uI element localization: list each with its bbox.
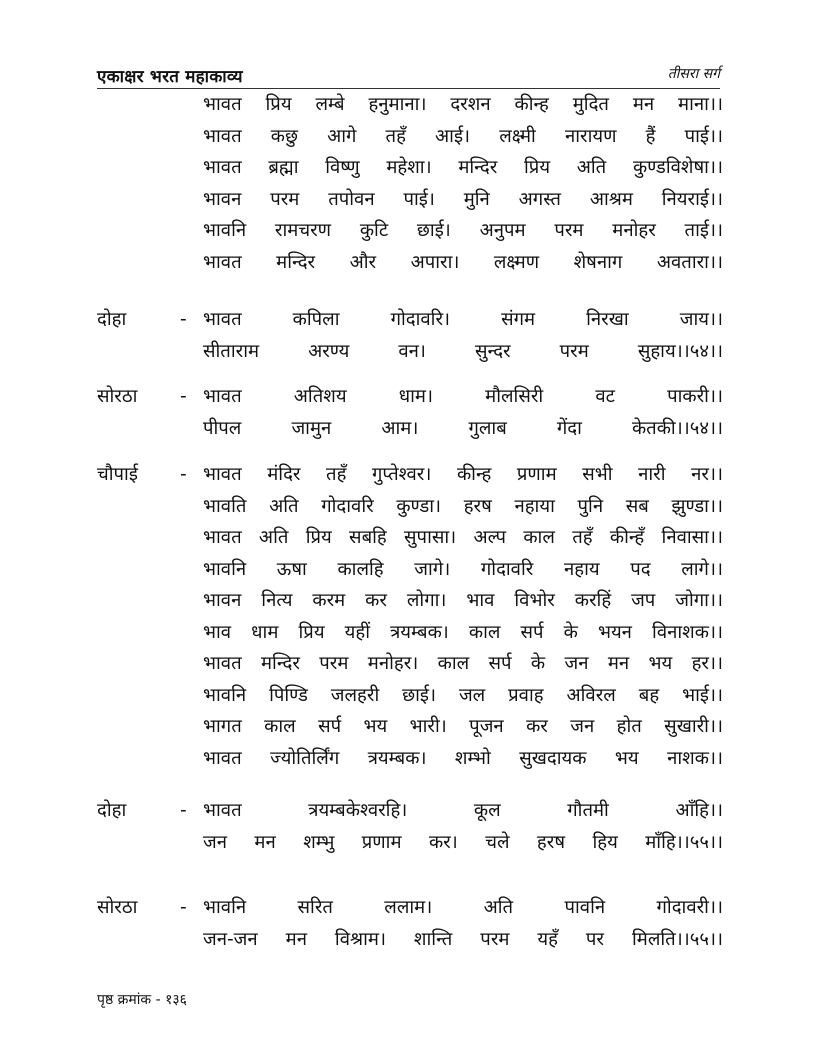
verse-line: भावत मन्दिर और अपारा। लक्ष्मण शेषनाग अवतारा।। <box>203 251 723 273</box>
stanza-dash: - <box>180 464 187 485</box>
verse-line: भावत मंदिर तहँ गुप्तेश्वर। कीन्ह प्रणाम सभी नारी नर।। <box>203 464 723 485</box>
stanza-dash: - <box>180 386 187 407</box>
verse-line: जन मन शम्भु प्रणाम कर। चले हरष हिय माँहि।।५५।। <box>203 831 723 853</box>
header-divider <box>97 88 720 89</box>
stanza-dash: - <box>180 897 187 918</box>
verse-line: भावत कछु आगे तहँ आई। लक्ष्मी नारायण हैं पाई।। <box>203 125 723 147</box>
verse-line: भावन परम तपोवन पाई। मुनि अगस्त आश्रम नियराई।। <box>203 188 723 210</box>
verse-line: भागत काल सर्प भय भारी। पूजन कर जन होत सुखारी।। <box>203 716 723 737</box>
stanza-dash: - <box>180 309 187 330</box>
verse-line: भावत अतिशय धाम। मौलसिरी वट पाकरी।। <box>203 386 723 407</box>
verse-line: भावत प्रिय लम्बे हनुमाना। दरशन कीन्ह मुदित मन माना।। <box>203 94 723 115</box>
verse-line: भावनि सरित ललाम। अति पावनि गोदावरी।। <box>203 897 723 918</box>
verse-line: भावत त्रयम्बकेश्वरहि। कूल गौतमी आँहि।। <box>203 800 723 821</box>
stanza-label: दोहा <box>97 309 127 330</box>
verse-line: भावन नित्य करम कर लोगा। भाव विभोर करहिं जप जोगा।। <box>203 590 723 611</box>
page-number: पृष्ठ क्रमांक - १३६ <box>97 992 187 1008</box>
verse-line: भावत ज्योतिर्लिंग त्रयम्बक। शम्भो सुखदायक भय नाशक।। <box>203 747 723 769</box>
verse-line: पीपल जामुन आम। गुलाब गेंदा केतकी।।५४।। <box>203 417 723 439</box>
verse-line: भावत अति प्रिय सबहि सुपासा। अल्प काल तहँ कीन्हँ निवासा।। <box>203 527 723 548</box>
stanza-label: सोरठा <box>97 386 138 407</box>
verse-line: भावत ब्रह्मा विष्णु महेशा। मन्दिर प्रिय अति कुण्डविशेषा।। <box>203 157 723 178</box>
chapter-title: तीसरा सर्ग <box>667 66 720 82</box>
book-title: एकाक्षर भरत महाकाव्य <box>97 67 243 87</box>
verse-line: भावनि पिण्डि जलहरी छाई। जल प्रवाह अविरल बह भाई।। <box>203 684 723 706</box>
stanza-label: चौपाई <box>97 464 138 485</box>
verse-line: भावत मन्दिर परम मनोहर। काल सर्प के जन मन भय हर।। <box>203 653 723 674</box>
verse-line: भावनि रामचरण कुटि छाई। अनुपम परम मनोहर ताई।। <box>203 220 723 241</box>
stanza-label: दोहा <box>97 800 127 821</box>
verse-line: भावत कपिला गोदावरि। संगम निरखा जाय।। <box>203 309 723 330</box>
stanza-label: सोरठा <box>97 897 138 918</box>
verse-line: सीताराम अरण्य वन। सुन्दर परम सुहाय।।५४।। <box>203 340 723 362</box>
stanza-dash: - <box>180 800 187 821</box>
verse-line: भावति अति गोदावरि कुण्डा। हरष नहाया पुनि सब झुण्डा।। <box>203 495 723 517</box>
verse-line: भावनि ऊषा कालहि जागे। गोदावरि नहाय पद लागे।। <box>203 558 723 580</box>
verse-line: जन-जन मन विश्राम। शान्ति परम यहँ पर मिलति।।५५।। <box>203 928 723 950</box>
verse-line: भाव धाम प्रिय यहीं त्रयम्बक। काल सर्प के भयन विनाशक।। <box>203 621 723 643</box>
